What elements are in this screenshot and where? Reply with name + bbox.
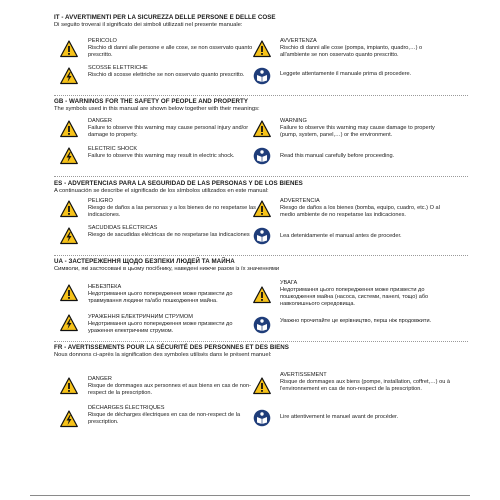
notice-danger [88,118,258,139]
section-title: IT - AVVERTIMENTI PER LA SICUREZZA DELLE PERSONE E DELLE COSE [54,14,276,21]
electric-shock-icon [60,314,78,332]
notice-text: Risque de dommages aux biens (pompe, installation, coffret,…) ou à l'environnement en cas de non-respect de la prescription. [280,379,450,392]
notice-text: Lea detenidamente el manual antes de proceder. [280,233,402,239]
section-fr [54,344,468,358]
notice-text: Недотримання цього попередження може призвести до ураження електричним струмом. [88,321,233,334]
page-bottom-rule [30,495,470,496]
notice-warning [280,38,450,59]
notice-label: PELIGRO [88,198,113,204]
warning-icon [253,40,271,58]
notice-text: Failure to observe this warning may cause personal injury and/or damage to property. [88,125,249,138]
notice-danger [88,198,258,219]
notice-label: SCOSSE ELETTRICHE [88,65,148,71]
notice-electric-shock [88,405,258,426]
notice-electric-shock [88,146,258,160]
notice-read-manual [280,153,450,160]
notice-electric-shock [88,225,258,239]
notice-danger [88,38,258,59]
notice-text: Riesgo de daños a los bienes (bomba, equipo, cuadro, etc.) O al medio ambiente de no respetarse las indicaciones. [280,205,440,218]
warning-icon [253,120,271,138]
notice-label: PERICOLO [88,38,117,44]
notice-electric-shock [88,65,258,79]
section-es [54,180,468,194]
electric-shock-icon [60,147,78,165]
section-intro: Di seguito troverai il significato dei simboli utilizzati nel presente manuale: [54,21,243,28]
warning-icon [253,286,271,304]
section-title: ES - ADVERTENCIAS PARA LA SEGURIDAD DE LAS PERSONAS Y DE LOS BIENES [54,180,303,187]
notice-text: Riesgo de daños a las personas y a los bienes de no respetarse las indicaciones. [88,205,256,218]
notice-label: WARNING [280,118,307,124]
notice-label: DANGER [88,118,112,124]
notice-text: Riesgo de sacudidas eléctricas de no respetarse las indicaciones [88,232,250,238]
notice-warning [280,198,450,219]
notice-text: Недотримання цього попередження може призвести до травмування людини та/або пошкодження майна. [88,291,233,304]
danger-icon [60,377,78,395]
section-intro: The symbols used in this manual are shown below together with their meanings: [54,105,260,112]
divider [54,255,468,256]
notice-text: Failure to observe this warning may result in electric shock. [88,153,235,159]
notice-warning [280,372,450,393]
notice-text: Leggete attentamente il manuale prima di procedere. [280,71,412,77]
electric-shock-icon [60,410,78,428]
section-title: UA - ЗАСТЕРЕЖЕННЯ ЩОДО БЕЗПЕКИ ЛЮДЕЙ ТА МАЙНА [54,258,235,265]
notice-label: НЕБЕЗПЕКА [88,284,122,290]
danger-icon [60,284,78,302]
notice-label: AVERTISSEMENT [280,372,327,378]
section-title: GB - WARNINGS FOR THE SAFETY OF PEOPLE AND PROPERTY [54,98,249,105]
section-intro: A continuación se describe el significado de los símbolos utilizados en este manual: [54,187,269,194]
notice-text: Risque de décharges électriques en cas de non-respect de la prescription. [88,412,241,425]
notice-text: Rischio di scosse elettriche se non osservato quanto prescritto. [88,72,245,78]
notice-read-manual [280,414,450,421]
section-title: FR - AVERTISSEMENTS POUR LA SÉCURITÉ DES PERSONNES ET DES BIENS [54,344,289,351]
notice-label: ADVERTENCIA [280,198,320,204]
notice-danger [88,376,258,397]
notice-text: Failure to observe this warning may cause damage to property (pump, system, panel,…) or the environment. [280,125,435,138]
notice-label: DÉCHARGES ÉLECTRIQUES [88,405,165,411]
electric-shock-icon [60,67,78,85]
warning-icon [253,200,271,218]
read-manual-icon [253,67,271,85]
divider [54,341,468,342]
danger-icon [60,120,78,138]
notice-label: ELECTRIC SHOCK [88,146,138,152]
danger-icon [60,200,78,218]
danger-icon [60,40,78,58]
notice-label: AVVERTENZA [280,38,317,44]
notice-text: Rischio di danni alle persone e alle cose, se non osservato quanto prescritto. [88,45,253,58]
read-manual-icon [253,409,271,427]
read-manual-icon [253,227,271,245]
notice-text: Risque de dommages aux personnes et aux biens en cas de non-respect de la prescription. [88,383,251,396]
section-it [54,14,468,28]
section-ua [54,258,468,272]
notice-read-manual [280,71,450,78]
notice-warning [280,118,450,139]
notice-label: УРАЖЕННЯ ЕЛЕКТРИЧНИМ СТРУМОМ [88,314,193,320]
electric-shock-icon [60,227,78,245]
section-intro: Символи, які застосовані в цьому посібнику, наведені нижче разом із їх значеннями [54,265,280,272]
read-manual-icon [253,316,271,334]
notice-text: Уважно прочитайте це керівництво, перш ніж продовжити. [280,318,432,324]
notice-text: Недотримання цього попередження може призвести до пошкодження майна (насоса, системи, панелі, тощо) або навколишнього середовища. [280,287,429,307]
notice-warning [280,280,450,308]
divider [54,176,468,177]
notice-text: Rischio di danni alle cose (pompa, impianto, quadro,…) o all'ambiente se non osservato quanto prescritto. [280,45,423,58]
warning-icon [253,377,271,395]
divider [54,95,468,96]
notice-electric-shock [88,314,258,335]
notice-danger [88,284,258,305]
notice-text: Read this manual carefully before proceeding. [280,153,395,159]
notice-text: Lire attentivement le manuel avant de procéder. [280,414,399,420]
notice-label: DANGER [88,376,112,382]
read-manual-icon [253,147,271,165]
notice-label: УВАГА [280,280,298,286]
section-intro: Nous donnons ci-après la signification des symboles utilisés dans le présent manuel: [54,351,272,358]
notice-label: SACUDIDAS ELÉCTRICAS [88,225,158,231]
notice-read-manual [280,233,450,240]
section-gb [54,98,468,112]
notice-read-manual [280,318,450,325]
